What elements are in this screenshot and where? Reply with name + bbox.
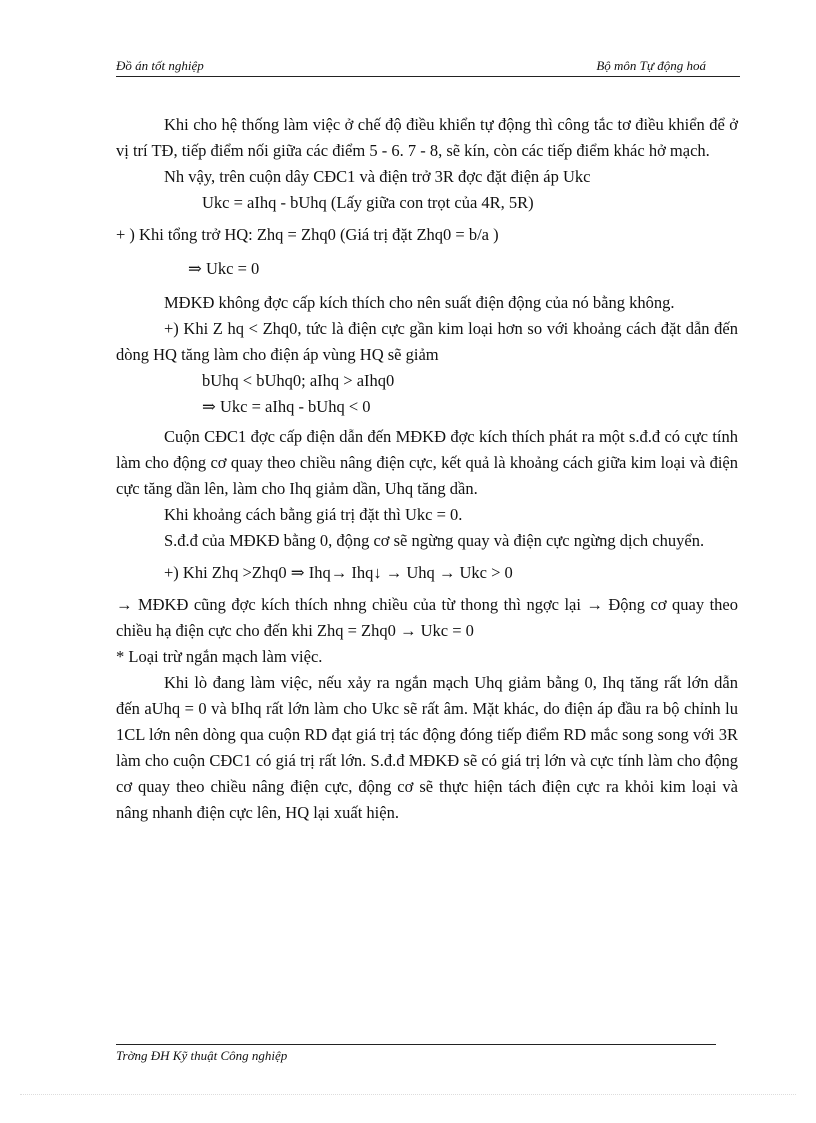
paragraph-10: → MĐKĐ cũng đợc kích thích nhng chiều của từ thong thì ngợc lại → Động cơ quay theo chiều hạ điện cực cho đến khi Zhq = Zhq0 → Ukc = 0 [116,595,738,640]
paragraph-8: S.đ.đ của MĐKĐ bằng 0, động cơ sẽ ngừng quay và điện cực ngừng dịch chuyển. [164,531,705,550]
page-bottom-divider [20,1094,796,1095]
header-left: Đồ án tốt nghiệp [116,58,204,73]
page-footer [116,1044,716,1064]
paragraph-12: Khi lò đang làm việc, nếu xảy ra ngắn mạch Uhq giảm bằng 0, Ihq tăng rất lớn dẫn đến aUhq = 0 và bIhq rất lớn làm cho Ukc sẽ rất âm. Mặt khác, do điện áp đầu ra bộ chỉnh lu 1CL lớn nên dòng qua cuộn RD đạt giá trị tác động đóng tiếp điểm RD mắc song song với 3R làm cho cuộn CĐC1 có giá trị rất lớn. S.đ.đ MĐKĐ sẽ có giá trị lớn và cực tính làm cho động cơ quay theo chiều nâng điện cực, động cơ sẽ thực hiện tách điện cực ra khỏi kim loại và nâng nhanh điện cực lên, HQ lại xuất hiện. [116,673,738,822]
paragraph-7: Khi khoảng cách bằng giá trị đặt thì Ukc = 0. [164,505,463,524]
header-right: Bộ môn Tự động hoá [596,58,706,73]
footer-left: Trờng ĐH Kỹ thuật Công nghiệp [116,1048,288,1063]
page-header [116,56,740,77]
paragraph-9: +) Khi Zhq >Zhq0 ⇒ Ihq→ Ihq↓ → Uhq → Ukc > 0 [164,563,513,582]
paragraph-6: Cuộn CĐC1 đợc cấp điện dẫn đến MĐKĐ đợc kích thích phát ra một s.đ.đ có cực tính làm cho động cơ quay theo chiều nâng điện cực, kết quả là khoảng cách giữa kim loại và điện cực tăng dần lên, làm cho Ihq giảm dần, Uhq tăng dần. [116,427,738,498]
paragraph-3: + ) Khi tổng trở HQ: Zhq = Zhq0 (Giá trị đặt Zhq0 = b/a ) [116,225,499,244]
document-body [116,112,738,826]
paragraph-11: * Loại trừ ngắn mạch làm việc. [116,647,323,666]
equation-ukc-negative: ⇒ Ukc = aIhq - bUhq < 0 [202,397,371,416]
paragraph-4: MĐKĐ không đợc cấp kích thích cho nên suất điện động của nó bằng không. [164,293,675,312]
paragraph-2: Nh vậy, trên cuộn dây CĐC1 và điện trở 3R đợc đặt điện áp Ukc [164,167,591,186]
paragraph-1: Khi cho hệ thống làm việc ở chế độ điều khiển tự động thì công tắc tơ điều khiển để ở vị trí TĐ, tiếp điểm nối giữa các điểm 5 - 6. 7 - 8, sẽ kín, còn các tiếp điểm khác hở mạch. [116,115,738,160]
paragraph-5: +) Khi Z hq < Zhq0, tức là điện cực gần kim loại hơn so với khoảng cách đặt dẫn đến dòng HQ tăng làm cho điện áp vùng HQ sẽ giảm [116,319,738,364]
equation-ukc: Ukc = aIhq - bUhq (Lấy giữa con trọt của 4R, 5R) [202,193,534,212]
equation-ukc-zero: ⇒ Ukc = 0 [188,259,260,278]
equation-compare: bUhq < bUhq0; aIhq > aIhq0 [202,371,395,390]
